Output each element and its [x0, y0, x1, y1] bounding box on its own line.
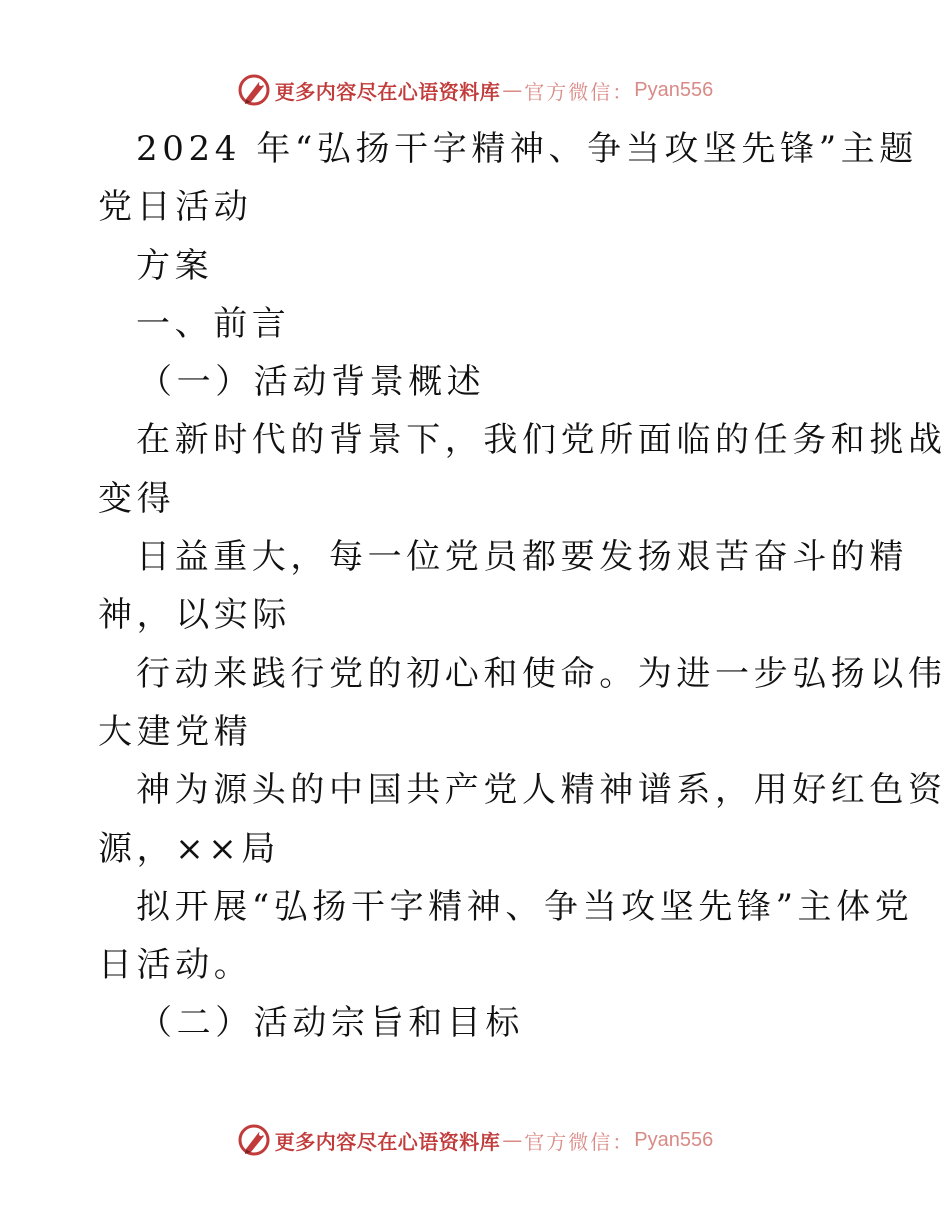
paragraph-line: 大建党精: [98, 711, 253, 752]
paragraph-line: 行动来践行党的初心和使命。为进一步弘扬以伟: [136, 653, 947, 694]
promo-text: 更多内容尽在心语资料库: [274, 1129, 501, 1154]
separator-dash: —: [502, 1128, 523, 1152]
footer-watermark-banner: [0, 1120, 950, 1160]
subsection-heading: （二）活动宗旨和目标: [138, 1003, 524, 1044]
wechat-label: 官方微信：: [524, 1129, 635, 1154]
separator-dash: —: [502, 78, 523, 102]
paragraph-line: 拟开展“弘扬干字精神、争当攻坚先锋”主体党: [136, 886, 914, 927]
wechat-id: Pyan556: [634, 1128, 714, 1151]
title-line-2: 党日活动: [98, 187, 253, 228]
subsection-heading: （一）活动背景概述: [138, 362, 486, 403]
pen-circle-logo-icon: [237, 73, 271, 107]
wechat-id: Pyan556: [634, 78, 714, 101]
wechat-label: 官方微信：: [524, 79, 635, 104]
header-watermark-banner: [0, 70, 950, 110]
paragraph-line: 日活动。: [98, 945, 253, 986]
title-line-1: 2024 年“弘扬干字精神、争当攻坚先锋”主题: [136, 129, 918, 169]
section-heading: 一、前言: [136, 303, 291, 344]
document-body: [98, 120, 947, 1053]
paragraph-line: 神，以实际: [98, 595, 291, 636]
pen-circle-logo-icon: [237, 1123, 271, 1157]
paragraph-line: 日益重大，每一位党员都要发扬艰苦奋斗的精: [136, 537, 908, 578]
paragraph-line: 神为源头的中国共产党人精神谱系，用好红色资: [136, 770, 947, 811]
paragraph-line: 变得: [98, 478, 176, 519]
paragraph-line: 在新时代的背景下，我们党所面临的任务和挑战: [136, 420, 947, 461]
promo-text: 更多内容尽在心语资料库: [274, 79, 501, 104]
paragraph-line: 源，××局: [98, 828, 280, 869]
subtitle-line: 方案: [136, 245, 214, 286]
